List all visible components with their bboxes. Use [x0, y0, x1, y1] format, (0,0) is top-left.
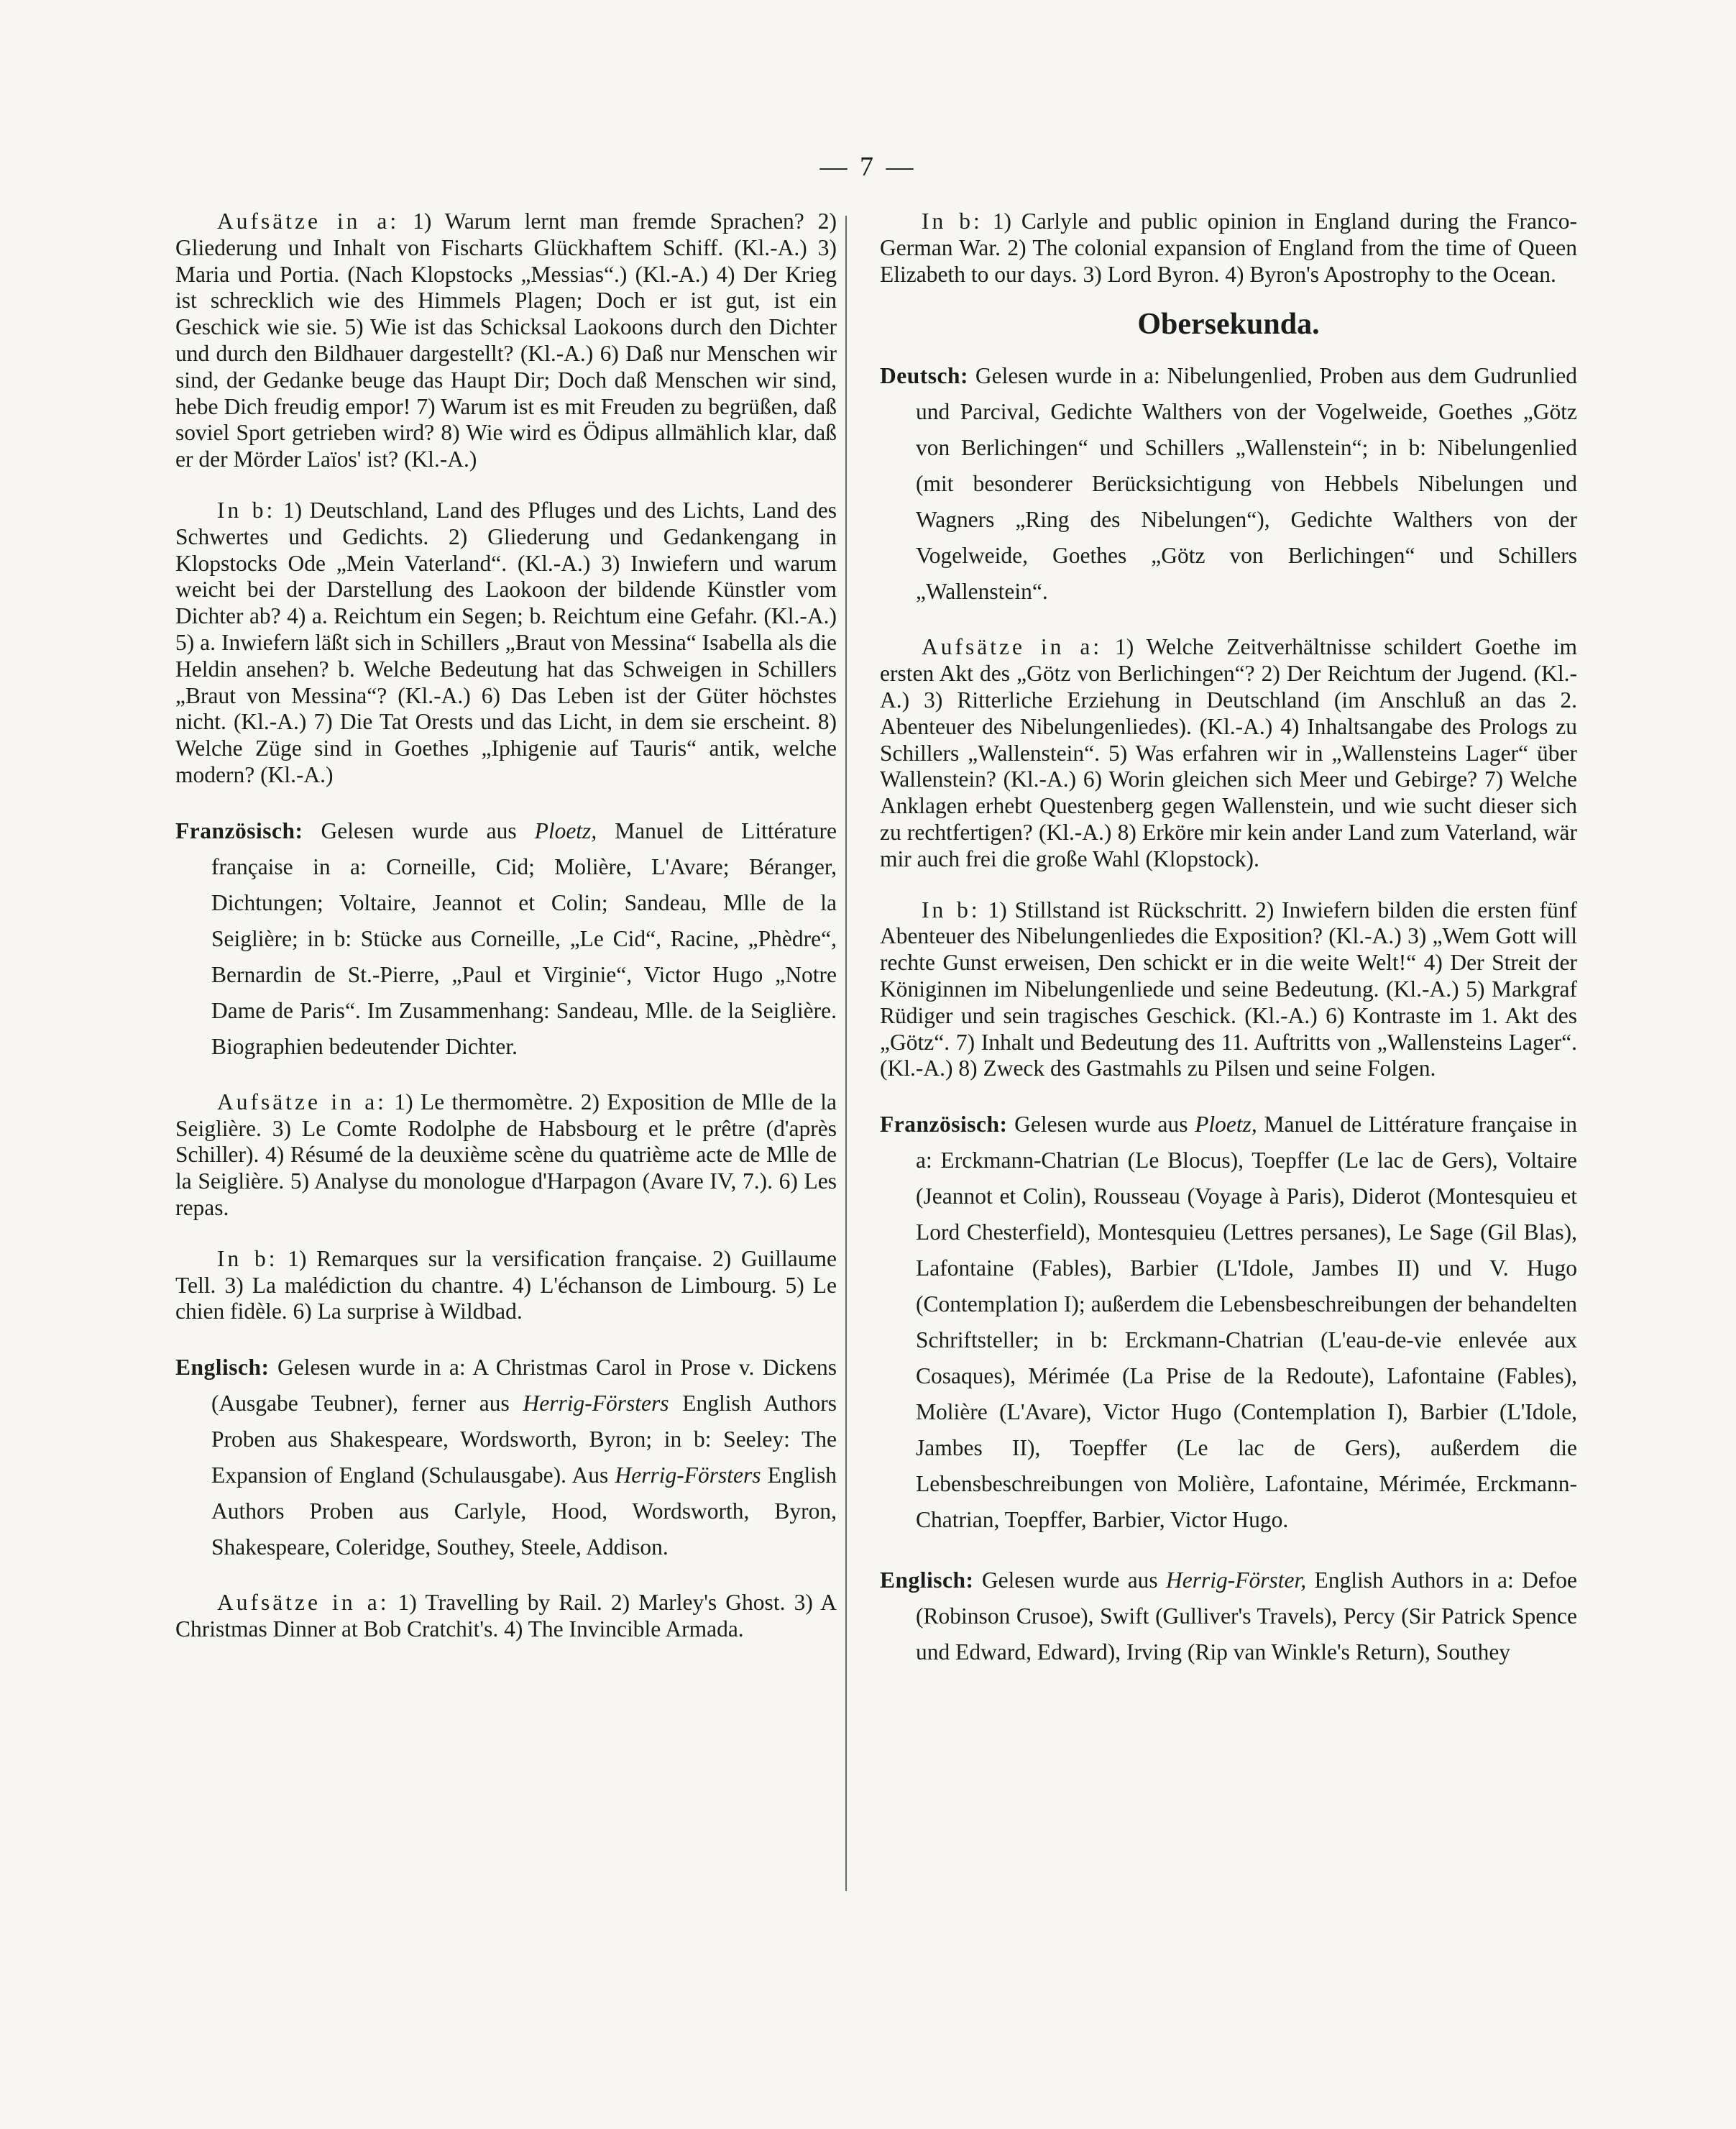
essay-label: Aufsätze in a: — [217, 1089, 387, 1114]
subject-label: Englisch: — [880, 1567, 974, 1593]
reading-text: Gelesen wurde aus — [981, 1567, 1158, 1593]
german-essays-a — [880, 634, 1577, 872]
reading-text: Manuel de Littérature française in a: Erckmann-Chatrian (Le Blocus), Toepffer (Le lac de Gers), Voltaire (Jeannot et Colin), Rousseau (Voyage à Paris), Diderot (Montesquieu et Lord Chesterfield), Montesquieu (Lettres persanes), Le Sage (Gil Blas), Lafontaine (Fables), Barbier (L'Idole, Jambes II) und V. Hugo (Contemplation I); außerdem die Lebensbeschreibungen der behandelten Schriftsteller; in b: Erckmann-Chatrian (L'eau-de-vie enlevée aux Cosaques), Mérimée (La Prise de la Redoute), Lafontaine (Fables), Molière (L'Avare), Victor Hugo (Contemplation I), Barbier (L'Idole, Jambes II), Toepffer (Le lac de Gers), außerdem die Lebensbeschreibungen von Molière, Lafontaine, Mérimée, Erckmann-Chatrian, Toepffer, Barbier, Victor Hugo. — [916, 1112, 1578, 1533]
german-essays-b — [880, 897, 1577, 1083]
english-essays-a — [175, 1590, 837, 1643]
french-essays-b — [175, 1246, 837, 1325]
book-title: Ploetz, — [1195, 1112, 1257, 1137]
page-number: — 7 — — [819, 152, 917, 182]
french-essays-a — [175, 1089, 837, 1222]
english-reading — [175, 1350, 837, 1565]
reading-text: Gelesen wurde aus — [1014, 1112, 1188, 1137]
french-reading — [880, 1107, 1577, 1538]
essay-label: In b: — [922, 209, 983, 234]
essay-text: 1) Deutschland, Land des Pfluges und des Lichts, Land des Schwertes und Gedichts. 2) Gliederung und Gedankengang in Klopstocks Ode „Mein Vaterland“. (Kl.-A.) 3) Inwiefern und warum weicht bei der Darstellung des Laokoon der bildende Künstler vom Dichter ab? 4) a. Reichtum ein Segen; b. Reichtum eine Gefahr. (Kl.-A.) 5) a. Inwiefern läßt sich in Schillers „Braut von Messina“ Isabella als die Heldin ansehen? b. Welche Bedeutung hat das Schweigen in Schillers „Braut von Messina“? (Kl.-A.) 6) Das Leben ist der Güter höchstes nicht. (Kl.-A.) 7) Die Tat Orests und das Licht, in dem sie erscheint. 8) Welche Züge sind in Goethes „Iphigenie auf Tauris“ antik, welche modern? (Kl.-A.) — [175, 497, 837, 787]
english-reading — [880, 1562, 1577, 1670]
book-title: Herrig-Försters — [523, 1391, 669, 1416]
section-title: Obersekunda. — [1137, 308, 1320, 342]
essay-topics-b — [175, 498, 837, 789]
reading-text: English Authors Proben aus Shakespeare, Wordsworth, Byron; in b: Seeley: The Expansion of England (Schulausgabe). Aus — [211, 1391, 837, 1488]
subject-label: Französisch: — [880, 1112, 1008, 1137]
essay-label: Aufsätze in a: — [217, 209, 400, 234]
essay-label: In b: — [922, 897, 980, 922]
essay-text: 1) Stillstand ist Rückschritt. 2) Inwiefern bilden die ersten fünf Abenteuer des Nibelungenliedes die Exposition? (Kl.-A.) 3) „Wem Gott will rechte Gunst erweisen, Den schickt er in die weite Welt!“ 4) Der Streit der Königinnen im Nibelungenliede und seine Bedeutung. (Kl.-A.) 5) Markgraf Rüdiger und sein tragisches Geschick. (Kl.-A.) 6) Kontraste im 1. Akt des „Götz“. 7) Inhalt und Bedeutung des 11. Auftritts von „Wallensteins Lager“. (Kl.-A.) 8) Zweck des Gastmahls zu Pilsen und seine Folgen. — [880, 897, 1577, 1081]
essay-text: 1) Welche Zeitverhältnisse schildert Goethe im ersten Akt des „Götz von Berlichingen“? 2) Der Reichtum der Jugend. (Kl.-A.) 3) Ritterliche Erziehung in Deutschland (im Anschluß an das 2. Abenteuer des Nibelungenliedes). (Kl.-A.) 4) Inhaltsangabe des Prologs zu Schillers „Wallenstein“. 5) Was erfahren wir in „Wallensteins Lager“ über Wallenstein? (Kl.-A.) 6) Worin gleichen sich Meer und Gebirge? 7) Welche Anklagen erhebt Questenberg gegen Wallenstein, und wie sucht dieser sich zu rechtfertigen? (Kl.-A.) 8) Erköre mir kein ander Land zum Vaterland, wär mir auch frei die große Wahl (Klopstock). — [880, 634, 1577, 871]
reading-text: English Authors Proben aus Carlyle, Hood, Wordsworth, Byron, Shakespeare, Coleridge, Southey, Steele, Addison. — [211, 1462, 837, 1560]
essay-label: Aufsätze in a: — [922, 634, 1103, 660]
english-essays-b — [880, 209, 1577, 288]
book-title: Herrig-Förster, — [1166, 1567, 1307, 1593]
essay-label: Aufsätze in a: — [217, 1590, 390, 1616]
reading-text: Manuel de Littérature française in a: Corneille, Cid; Molière, L'Avare; Béranger, Dichtungen; Voltaire, Jeannot et Colin; Sandeau, Mlle de la Seiglière; in b: Stücke aus Corneille, „Le Cid“, Racine, „Phèdre“, Bernardin de St.-Pierre, „Paul et Virginie“, Victor Hugo „Notre Dame de Paris“. Im Zusammenhang: Sandeau, Mlle. de la Seiglière. Biographien bedeutender Dichter. — [211, 818, 837, 1059]
column-divider — [845, 216, 847, 1891]
french-reading — [175, 813, 837, 1065]
essay-label: In b: — [217, 1245, 278, 1271]
subject-label: Deutsch: — [880, 363, 968, 389]
left-column — [175, 209, 837, 1643]
essay-text: 1) Remarques sur la versification française. 2) Guillaume Tell. 3) La malédiction du chantre. 4) L'échanson de Limbourg. 5) Le chien fidèle. 6) La surprise à Wildbad. — [175, 1245, 837, 1324]
german-reading — [880, 358, 1577, 610]
essay-topics-a — [175, 209, 837, 473]
reading-text: English Authors in a: Defoe (Robinson Crusoe), Swift (Gulliver's Travels), Percy (Sir Patrick Spence und Edward, Edward), Irving (Rip van Winkle's Return), Southey — [916, 1567, 1578, 1665]
essay-text: 1) Carlyle and public opinion in England during the Franco-German War. 2) The colonial expansion of England from the time of Queen Elizabeth to our days. 3) Lord Byron. 4) Byron's Apostrophy to the Ocean. — [880, 209, 1577, 287]
book-title: Ploetz, — [534, 818, 597, 843]
right-column — [880, 209, 1577, 1670]
essay-text: 1) Travelling by Rail. 2) Marley's Ghost. 3) A Christmas Dinner at Bob Cratchit's. 4) The Invincible Armada. — [175, 1590, 837, 1642]
essay-label: In b: — [217, 497, 276, 523]
reading-text: Gelesen wurde in a: A Christmas Carol in Prose v. Dickens (Ausgabe Teubner), ferner aus — [211, 1355, 837, 1416]
reading-text: Gelesen wurde in a: Nibelungenlied, Proben aus dem Gudrunlied und Parcival, Gedichte Walthers von der Vogelweide, Goethes „Götz von Berlichingen“ und Schillers „Wallenstein“; in b: Nibelungenlied (mit besonderer Berücksichtigung von Hebbels Nibelungen und Wagners „Ring des Nibelungen“), Gedichte Walthers von der Vogelweide, Goethes „Götz von Berlichingen“ und Schillers „Wallenstein“. — [916, 363, 1577, 605]
subject-label: Englisch: — [175, 1355, 270, 1381]
subject-label: Französisch: — [175, 818, 303, 843]
essay-text: 1) Warum lernt man fremde Sprachen? 2) Gliederung und Inhalt von Fischarts Glückhaftem Schiff. (Kl.-A.) 3) Maria und Portia. (Nach Klopstocks „Messias“.) (Kl.-A.) 4) Der Krieg ist schrecklich wie des Himmels Plagen; Doch er ist gut, ist ein Geschick wie sie. 5) Wie ist das Schicksal Laokoons durch den Dichter und durch den Bildhauer dargestellt? (Kl.-A.) 6) Daß nur Menschen wir sind, der Gedanke beuge das Haupt Dir; Doch daß Menschen wir sind, hebe Dich freudig empor! 7) Warum ist es mit Freuden zu begrüßen, daß soviel Sport getrieben wird? 8) Wie wird es Ödipus allmählich klar, daß er der Mörder Laïos' ist? (Kl.-A.) — [175, 209, 837, 472]
essay-text: 1) Le thermomètre. 2) Exposition de Mlle de la Seiglière. 3) Le Comte Rodolphe de Habsbourg et le prêtre (d'après Schiller). 4) Résumé de la deuxième scène du quatrième acte de Mlle de la Seiglière. 5) Analyse du monologue d'Harpagon (Avare IV, 7.). 6) Les repas. — [175, 1089, 837, 1220]
reading-text: Gelesen wurde aus — [321, 818, 517, 843]
book-title: Herrig-Försters — [615, 1462, 761, 1488]
